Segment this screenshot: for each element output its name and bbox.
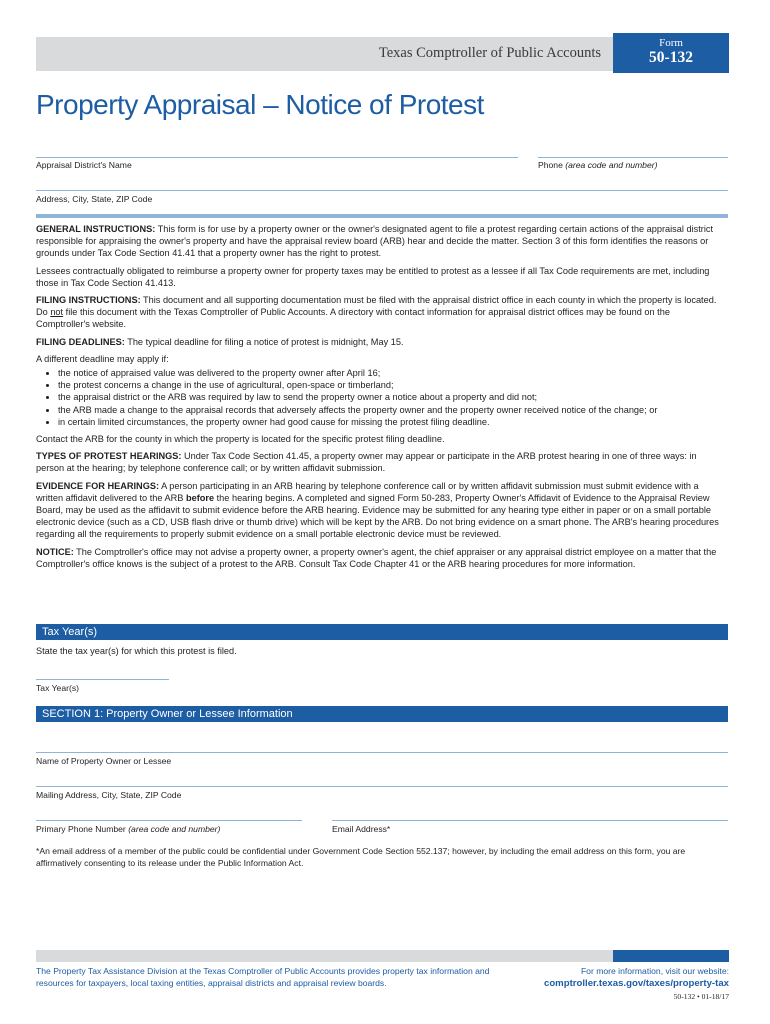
form-number: 50-132	[649, 49, 693, 66]
primary-phone-text: Primary Phone Number	[36, 824, 126, 834]
district-name-field[interactable]	[36, 157, 518, 158]
tax-year-label: Tax Year(s)	[36, 683, 79, 693]
page-title: Property Appraisal – Notice of Protest	[36, 89, 484, 120]
general-text: This form is for use by a property owner or the owner's designated agent to file a protest regarding certain actions of the appraisal district responsible for appraising the owner's property and have the appraisal review board (ARB) hear and decide the matter. Section 3 of this form identifies the reasons or grounds under Tax Code Section 41.41 that a property owner has the right to protest.	[36, 224, 714, 259]
form-revision: 50-132 • 01-18/17	[673, 992, 729, 1001]
evidence-for-hearings	[36, 480, 726, 541]
phone-label-text: Phone	[538, 160, 563, 170]
phone-hint-text: (area code and number)	[565, 160, 658, 170]
primary-phone-field[interactable]	[36, 820, 302, 821]
tax-year-field[interactable]	[36, 679, 169, 680]
tax-year-instruction: State the tax year(s) for which this protest is filed.	[36, 646, 237, 656]
deadline-bullets	[36, 367, 726, 428]
email-field[interactable]	[332, 820, 728, 821]
instructions	[36, 223, 726, 575]
email-footnote: *An email address of a member of the public could be confidential under Government Code Section 552.137; however, by including the email address on this form, you are affirmatively consenting to its release under the Public Information Act.	[36, 846, 686, 868]
notice-text: The Comptroller's office may not advise a property owner, a property owner's agent, the chief appraiser or any appraisal district employee on a matter that the Comptroller's office knows is the subject of a protest to the ARB. Consult Tax Code Chapter 41 or the ARB hearing procedures for more information.	[36, 546, 717, 569]
filing-text-a: This document and all supporting documentation must be filed with the appraisal district office in each county in which the property is located. Do	[36, 295, 717, 318]
filing-text-b: file this document with the Texas Comptroller of Public Accounts. A directory with contact information for appraisal district offices may be found on the Comptroller's website.	[36, 307, 670, 330]
filing-heading: FILING INSTRUCTIONS:	[36, 295, 141, 306]
list-item: • the notice of appraised value was delivered to the property owner after April 16;	[58, 367, 726, 379]
district-address-label: Address, City, State, ZIP Code	[36, 194, 153, 204]
owner-name-label: Name of Property Owner or Lessee	[36, 756, 172, 766]
footer-url-link[interactable]: comptroller.texas.gov/taxes/property-tax	[543, 977, 729, 989]
filing-deadlines	[36, 336, 726, 348]
list-item: • the protest concerns a change in the use of agricultural, open-space or timberland;	[58, 379, 726, 391]
primary-phone-hint: (area code and number)	[128, 824, 221, 834]
district-name-label: Appraisal District's Name	[36, 160, 132, 170]
contact-paragraph: Contact the ARB for the county in which the property is located for the specific protest filing deadline.	[36, 434, 445, 445]
district-address-field[interactable]	[36, 190, 728, 191]
lessees-paragraph: Lessees contractually obligated to reimburse a property owner for property taxes may be entitled to protest as a lessee if all Tax Code requirements are met, including those in Tax Code Section 41.413.	[36, 265, 710, 288]
filing-instructions	[36, 294, 726, 331]
evidence-heading: EVIDENCE FOR HEARINGS:	[36, 480, 160, 491]
filing-not: not	[50, 307, 64, 318]
evidence-text-a: A person participating in an ARB hearing by telephone conference call or by written affidavit submission must submit evidence with a written affidavit delivered to the ARB	[36, 480, 699, 503]
tax-year-heading: Tax Year(s)	[36, 624, 728, 640]
footer-description: The Property Tax Assistance Division at the Texas Comptroller of Public Accounts provides property tax information and resources for taxpayers, local taxing entities, appraisal districts and appraisal review boards.	[36, 966, 490, 988]
district-phone-field[interactable]	[538, 157, 728, 158]
notice-paragraph	[36, 546, 726, 570]
evidence-text-b: the hearing begins. A completed and signed Form 50-283, Property Owner's Affidavit of Evidence to the Appraisal Review Board, may be used as the affidavit to submit evidence before the ARB hearing. Evidence may be submitted for any hearing type either in paper or on a small portable electronic device (such as a CD, USB flash drive or thumb drive) which will be kept by the ARB. Do not bring evidence on a smart phone. The ARB's hearing procedures regarding all the requirements to properly submit evidence on a small portable electronic device must be reviewed.	[36, 492, 719, 540]
list-item: • the appraisal district or the ARB was required by law to send the property owner a notice about a property and did not;	[58, 391, 726, 403]
types-of-hearings	[36, 450, 726, 474]
footer-website-intro: For more information, visit our website:	[580, 966, 729, 976]
section1-heading: SECTION 1: Property Owner or Lessee Information	[36, 706, 728, 722]
notice-heading: NOTICE:	[36, 546, 74, 557]
divider	[36, 214, 728, 218]
deadlines-text: The typical deadline for filing a notice of protest is midnight, May 15.	[127, 336, 404, 347]
list-item: • in certain limited circumstances, the property owner had good cause for missing the protest filing deadline.	[58, 416, 726, 428]
email-label: Email Address*	[332, 824, 391, 834]
types-text: Under Tax Code Section 41.45, a property owner may appear or participate in the ARB protest hearing in one of three ways: in person at the hearing; by telephone conference call; or by written affidavit submission.	[36, 451, 697, 474]
general-instructions	[36, 223, 726, 260]
different-deadline: A different deadline may apply if:	[36, 353, 169, 364]
list-item: • the ARB made a change to the appraisal records that adversely affects the property owner and the property owner received notice of the change; or	[58, 404, 726, 416]
district-phone-label	[538, 160, 657, 170]
footer-website	[544, 966, 729, 989]
header-bar	[36, 37, 613, 71]
agency-name: Texas Comptroller of Public Accounts	[378, 45, 601, 61]
evidence-before: before	[185, 492, 215, 503]
form-label: Form	[659, 37, 683, 49]
footer-bar-accent	[613, 950, 729, 962]
mailing-address-label: Mailing Address, City, State, ZIP Code	[36, 790, 182, 800]
form-number-box	[613, 33, 729, 73]
footer-bar	[36, 950, 613, 962]
owner-name-field[interactable]	[36, 752, 728, 753]
general-heading: GENERAL INSTRUCTIONS:	[36, 224, 156, 234]
types-heading: TYPES OF PROTEST HEARINGS:	[36, 451, 182, 462]
primary-phone-label	[36, 824, 220, 834]
mailing-address-field[interactable]	[36, 786, 728, 787]
deadlines-heading: FILING DEADLINES:	[36, 336, 125, 347]
